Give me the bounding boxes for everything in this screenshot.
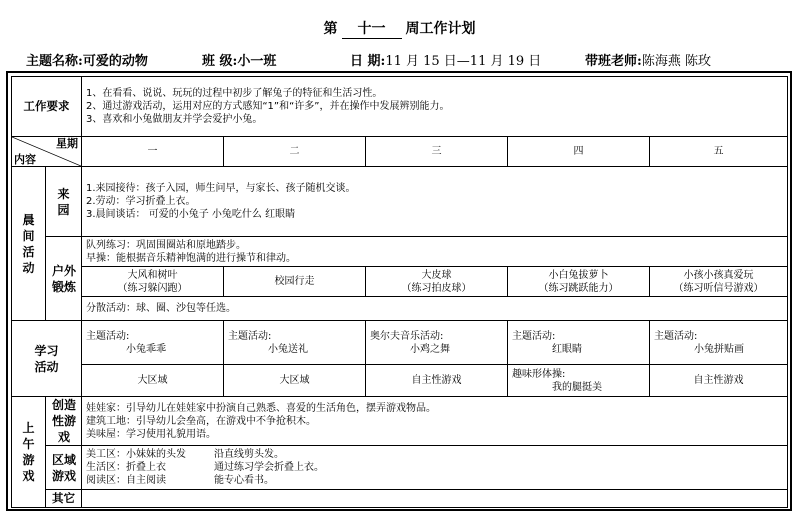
topic-prefix: 主题活动:: [86, 330, 130, 342]
requirements-content: [82, 77, 788, 137]
game-note: （练习跳跃能力）: [538, 282, 619, 294]
morning-label-text: 晨间活动: [22, 212, 35, 275]
area-name: 阅读区：自主阅读: [86, 475, 166, 486]
requirements-label: 工作要求: [12, 77, 82, 137]
study-second-cell: [650, 365, 788, 397]
game-name: 小白兔拔萝卜: [548, 269, 609, 281]
topic-prefix: 主题活动:: [654, 330, 698, 342]
topic-name: 小鸡之舞: [410, 343, 450, 355]
week-number: 十一: [342, 18, 402, 39]
second-line1: 大区域: [279, 375, 310, 386]
other-row: [12, 490, 788, 508]
area-line: [86, 474, 783, 487]
teacher-info: [585, 50, 711, 69]
arrival-line: 2.劳动：学习折叠上衣。: [86, 196, 196, 207]
drill-content: [82, 237, 788, 267]
outdoor-label: [46, 237, 82, 321]
arrival-label-text: 来园: [57, 186, 70, 217]
creative-row: [12, 397, 788, 446]
day-header: 四: [508, 137, 650, 167]
other-label: 其它: [46, 490, 82, 508]
arrival-line: 3.晨间谈话： 可爱的小兔子 小兔吃什么 红眼睛: [86, 209, 296, 220]
teacher-value: 陈海燕 陈玫: [641, 54, 711, 69]
drill-row: [12, 237, 788, 267]
scatter-content: 分散活动：球、圈、沙包等任选。: [82, 297, 788, 321]
study-second-cell: [224, 365, 366, 397]
theme-info: [26, 50, 148, 69]
games-label-text: 上午游戏: [22, 421, 35, 483]
game-note: （练习躲闪跑）: [117, 282, 188, 294]
requirement-line: 3、喜欢和小兔做朋友并学会爱护小兔。: [86, 114, 263, 125]
creative-content: [82, 397, 788, 446]
class-value: 小一班: [237, 54, 277, 69]
outdoor-games-row: [12, 267, 788, 297]
study-topic-cell: [82, 321, 224, 365]
area-line: [86, 461, 783, 474]
arrival-content: [82, 167, 788, 237]
study-second-cell: [82, 365, 224, 397]
other-content: [82, 490, 788, 508]
date-label: 日 期:: [350, 54, 386, 69]
topic-name: 小兔拼贴画: [694, 343, 744, 355]
title-prefix: 第: [323, 21, 338, 37]
drill-line: 早操：能根据音乐精神饱满的进行操节和律动。: [86, 252, 296, 264]
plan-table: [11, 76, 788, 508]
header-diagonal-cell: [12, 137, 82, 167]
drill-line: 队列练习：巩固围圈站和原地踏步。: [86, 239, 246, 251]
title-suffix: 周工作计划: [405, 21, 476, 37]
outdoor-game-cell: [508, 267, 650, 297]
area-name: 美工区：小妹妹的头发: [86, 449, 186, 460]
outdoor-game-cell: [82, 267, 224, 297]
second-line1: 自主性游戏: [411, 375, 462, 386]
study-second-cell: [508, 365, 650, 397]
theme-label: 主题名称:: [26, 54, 83, 69]
area-label-text: 区域游戏: [51, 452, 76, 483]
date-value: 11 月 15 日—11 月 19 日: [385, 54, 542, 69]
theme-value: 可爱的动物: [82, 54, 148, 69]
study-topics-row: [12, 321, 788, 365]
game-name: 大风和树叶: [127, 269, 178, 281]
game-note: （练习拍皮球）: [401, 282, 472, 294]
area-content: [82, 446, 788, 490]
arrival-label: [46, 167, 82, 237]
topic-prefix: 奥尔夫音乐活动:: [370, 330, 444, 342]
second-line1: 趣味形体操:: [512, 368, 566, 380]
second-line1: 自主性游戏: [693, 375, 744, 386]
study-label: [12, 321, 82, 397]
arrival-line: 1.来园接待：孩子入园，师生问早，与家长、孩子随机交谈。: [86, 183, 356, 194]
content-label: 内容: [14, 153, 36, 166]
topic-name: 小兔送礼: [268, 343, 308, 355]
class-label: 班 级:: [202, 54, 238, 69]
requirement-line: 1、在看看、说说、玩玩的过程中初步了解兔子的特征和生活习性。: [86, 88, 383, 99]
plan-frame: [6, 71, 792, 511]
creative-line: 建筑工地：引导幼儿会垒高，在游戏中不争抢积木。: [86, 415, 316, 427]
study-second-cell: [366, 365, 508, 397]
study-label-text: 学习活动: [34, 343, 59, 374]
outdoor-game-cell: [366, 267, 508, 297]
creative-label-text: 创造性游戏: [51, 398, 76, 444]
outdoor-game-cell: [224, 267, 366, 297]
game-name: 小孩小孩真爱玩: [683, 269, 754, 281]
header-row: [12, 137, 788, 167]
study-topic-cell: [508, 321, 650, 365]
requirement-line: 2、通过游戏活动，运用对应的方式感知“1”和“许多”，并在操作中发展辨别能力。: [86, 101, 450, 112]
second-line1: 大区域: [137, 375, 168, 386]
class-info: [202, 50, 276, 69]
area-line: [86, 448, 783, 461]
page-title: [0, 18, 799, 39]
area-row: [12, 446, 788, 490]
teacher-label: 带班老师:: [585, 54, 642, 69]
arrival-row: [12, 167, 788, 237]
creative-line: 娃娃家：引导幼儿在娃娃家中扮演自己熟悉、喜爱的生活角色，摆弄游戏物品。: [86, 402, 436, 414]
topic-prefix: 主题活动:: [228, 330, 272, 342]
study-topic-cell: [650, 321, 788, 365]
study-topic-cell: [366, 321, 508, 365]
date-info: [350, 50, 541, 69]
creative-label: [46, 397, 82, 446]
day-header: 二: [224, 137, 366, 167]
outdoor-game-cell: [650, 267, 788, 297]
weekday-label: 星期: [56, 137, 78, 150]
day-header: 五: [650, 137, 788, 167]
scatter-row: [12, 297, 788, 321]
topic-name: 小兔乖乖: [126, 343, 166, 355]
area-goal: 通过练习学会折叠上衣。: [214, 462, 324, 473]
outdoor-label-text: 户外锻炼: [51, 263, 76, 294]
requirements-row: [12, 77, 788, 137]
game-name: 大皮球: [421, 269, 452, 281]
area-label: [46, 446, 82, 490]
study-second-row: [12, 365, 788, 397]
study-topic-cell: [224, 321, 366, 365]
topic-prefix: 主题活动:: [512, 330, 556, 342]
creative-line: 美味屋：学习使用礼貌用语。: [86, 428, 216, 440]
area-name: 生活区：折叠上衣: [86, 462, 166, 473]
games-label: [12, 397, 46, 508]
topic-name: 红眼睛: [552, 343, 582, 355]
second-line2: 我的腿挺美: [552, 381, 602, 393]
game-note: （练习听信号游戏）: [673, 282, 764, 294]
day-header: 三: [366, 137, 508, 167]
area-goal: 能专心看书。: [214, 475, 274, 486]
area-goal: 沿直线剪头发。: [214, 449, 284, 460]
morning-label: [12, 167, 46, 321]
day-header: 一: [82, 137, 224, 167]
game-name: 校园行走: [274, 276, 315, 287]
